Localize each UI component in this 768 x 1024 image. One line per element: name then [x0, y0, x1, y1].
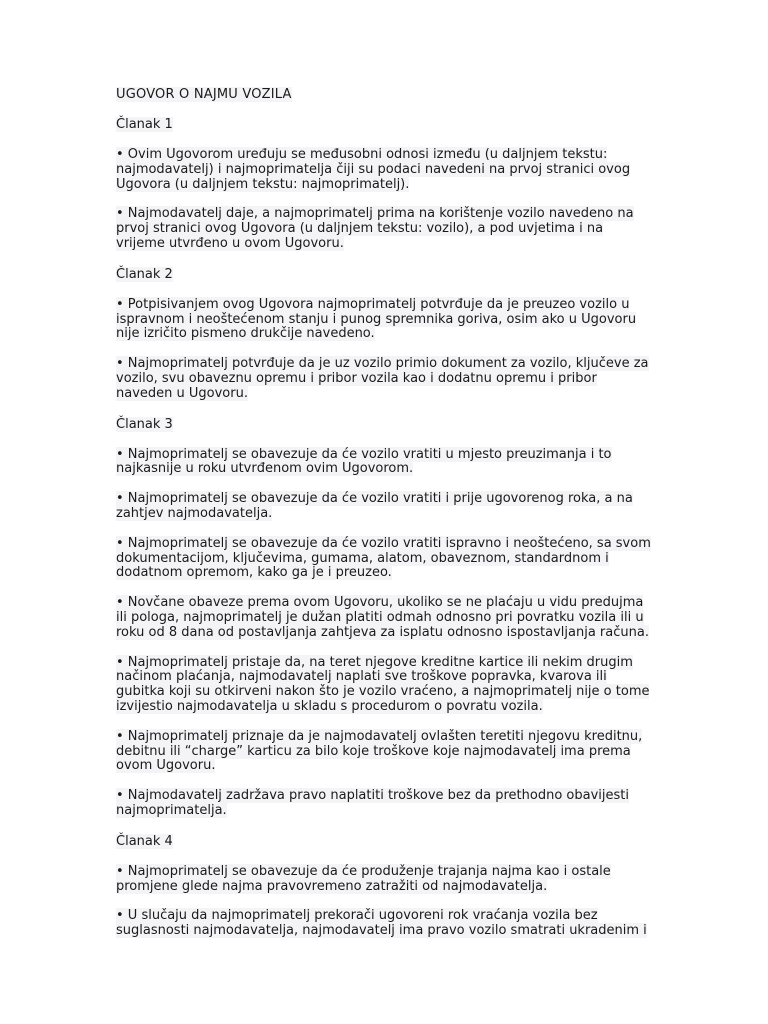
- paragraph-text: • U slučaju da najmoprimatelj prekorači ugovoreni rok vraćanja vozila bez suglasnosti najmodavatelja, najmodavatelj ima pravo vozilo smatrati ukradenim i: [116, 908, 647, 939]
- paragraph-text: • Najmoprimatelj pristaje da, na teret njegove kreditne kartice ili nekim drugim načinom plaćanja, najmodavatelj naplati sve troškove popravka, kvarova ili gubitka koji su otkirveni nakon što je vozilo vraćeno, a najmoprimatelj nije o tome izvijestio najmodavatelja u skladu s procedurom o povratu vozila.: [116, 654, 650, 714]
- paragraph: [116, 656, 656, 715]
- paragraph: [116, 865, 656, 895]
- section-heading-text: Članak 1: [116, 117, 173, 132]
- document-content: [116, 87, 656, 939]
- paragraph-text: • Najmoprimatelj se obavezuje da će produženje trajanja najma kao i ostale promjene glede najma pravovremeno zatražiti od najmodavatelja.: [116, 863, 611, 894]
- section-heading-text: Članak 4: [116, 833, 173, 849]
- paragraph: [116, 357, 656, 401]
- section-heading-text: Članak 2: [116, 266, 173, 282]
- section-heading-text: Članak 3: [116, 416, 173, 432]
- paragraph: [116, 909, 656, 939]
- paragraph: [116, 448, 656, 478]
- section-heading-2: [116, 267, 656, 282]
- document-title: [116, 87, 656, 102]
- document-title-text: UGOVOR O NAJMU VOZILA: [116, 87, 292, 102]
- section-heading-4: [116, 834, 656, 849]
- paragraph: [116, 537, 656, 581]
- paragraph-text: • Ovim Ugovorom uređuju se međusobni odnosi između (u daljnjem tekstu: najmodavatelj) i najmoprimatelja čiji su podaci navedeni na prvoj stranici ovog Ugovora (u daljnjem tekstu: najmoprimatelj).: [116, 147, 631, 192]
- paragraph-text: • Najmodavatelj zadržava pravo naplatiti troškove bez da prethodno obavijesti najmoprimatelja.: [116, 788, 629, 818]
- paragraph: [116, 730, 656, 774]
- section-heading-3: [116, 417, 656, 432]
- paragraph-text: • Najmoprimatelj se obavezuje da će vozilo vratiti i prije ugovorenog roka, a na zahtjev najmodavatelja.: [116, 491, 633, 521]
- paragraph-text: • Novčane obaveze prema ovom Ugovoru, ukoliko se ne plaćaju u vidu predujma ili pologa, najmoprimatelj je dužan platiti odmah odnosno pri povratku vozila ili u roku od 8 dana od postavljanja zahtjeva za isplatu odnosno ispostavljanja računa.: [116, 595, 649, 640]
- paragraph: [116, 789, 656, 819]
- paragraph: [116, 492, 656, 522]
- paragraph: [116, 207, 656, 251]
- paragraph: [116, 148, 656, 192]
- paragraph-text: • Potpisivanjem ovog Ugovora najmoprimatelj potvrđuje da je preuzeo vozilo u ispravnom i neoštećenom stanju i punog spremnika goriva, osim ako u Ugovoru nije izričito pismeno drukčije navedeno.: [116, 296, 637, 342]
- paragraph-text: • Najmoprimatelj se obavezuje da će vozilo vratiti ispravno i neoštećeno, sa svom dokumentacijom, ključevima, gumama, alatom, obaveznom, standardnom i dodatnom opremom, kako ga je i preuzeo.: [116, 535, 651, 581]
- paragraph: [116, 596, 656, 640]
- paragraph-text: • Najmoprimatelj se obavezuje da će vozilo vratiti u mjesto preuzimanja i to najkasnije u roku utvrđenom ovim Ugovorom.: [116, 446, 612, 477]
- paragraph: [116, 298, 656, 342]
- paragraph-text: • Najmodavatelj daje, a najmoprimatelj prima na korištenje vozilo navedeno na prvoj stranici ovog Ugovora (u daljnjem tekstu: vozilo), a pod uvjetima i na vrijeme utvrđeno u ovom Ugovoru.: [116, 206, 634, 251]
- paragraph-text: • Najmoprimatelj potvrđuje da je uz vozilo primio dokument za vozilo, ključeve za vozilo, svu obaveznu opremu i pribor vozila kao i dodatnu opremu i pribor naveden u Ugovoru.: [116, 356, 649, 401]
- paragraph-text: • Najmoprimatelj priznaje da je najmodavatelj ovlašten teretiti njegovu kreditnu, debitnu ili “charge” karticu za bilo koje troškove koje najmodavatelj ima prema ovom Ugovoru.: [116, 728, 643, 774]
- section-heading-1: [116, 117, 656, 132]
